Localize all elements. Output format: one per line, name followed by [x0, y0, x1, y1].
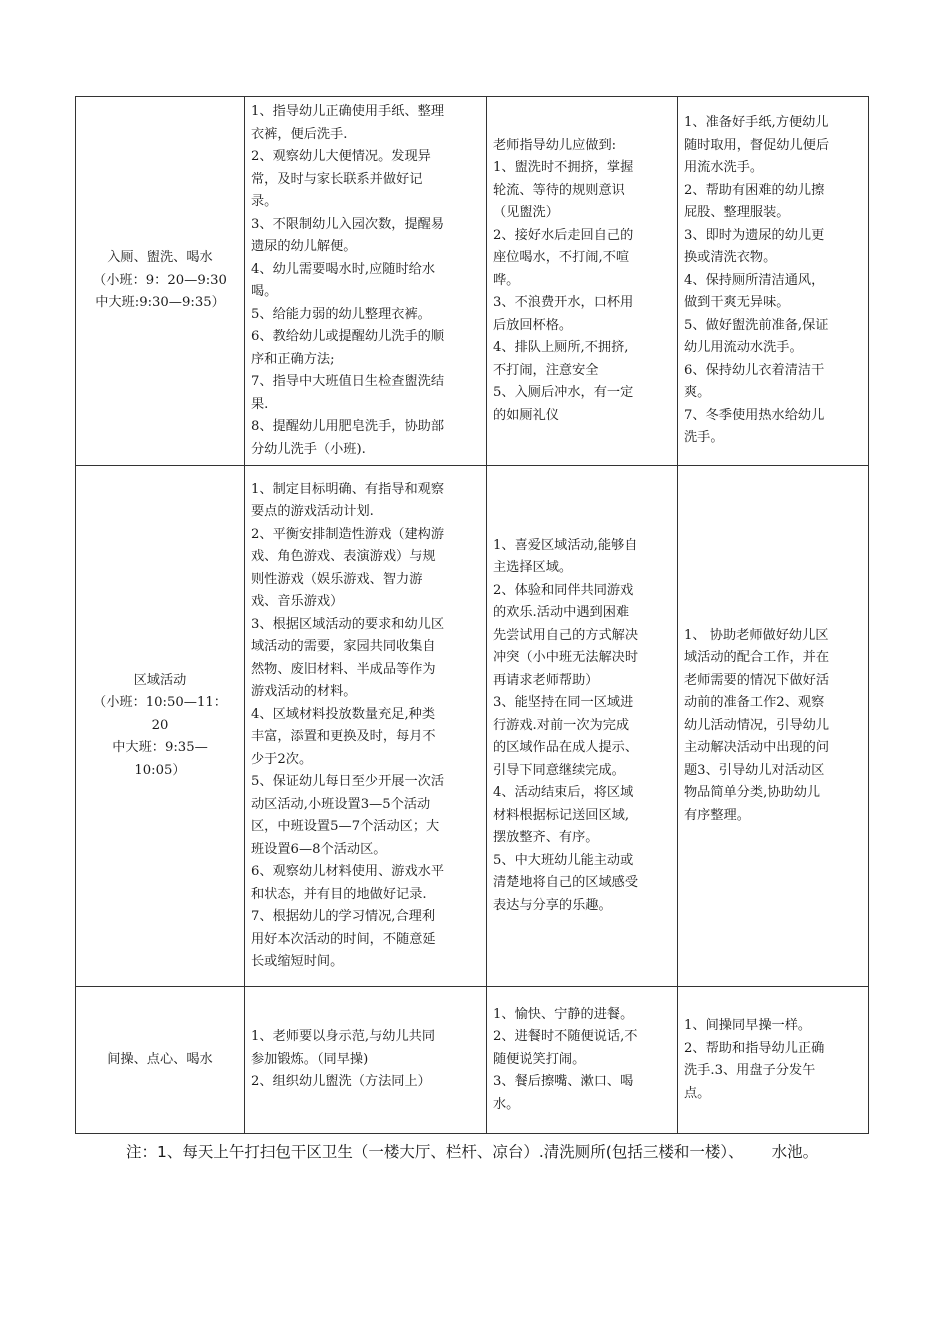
activity-cell	[76, 97, 245, 466]
cell-line: 参加锻炼。（同早操)	[251, 1051, 369, 1067]
cell-line: 常，及时与家长联系并做好记	[251, 171, 423, 187]
cell-line: 2、进餐时不随便说话,不	[493, 1029, 638, 1045]
cell-line: 6、教给幼儿或提醒幼儿洗手的顺	[251, 329, 445, 344]
cell-line: 分幼儿洗手（小班).	[251, 441, 366, 457]
cell-line: 4、保持厕所清洁通风，	[684, 272, 825, 288]
child-requirements-cell	[487, 466, 678, 987]
cell-line: 2、帮助有困难的幼儿擦	[684, 182, 825, 198]
table-row	[76, 987, 869, 1134]
cell-line: 录。	[251, 194, 278, 209]
cell-line: 老师指导幼儿应做到:	[493, 137, 617, 153]
cell-line: 1、间操同早操一样。	[684, 1018, 812, 1033]
cell-line: 2、帮助和指导幼儿正确	[684, 1040, 825, 1056]
cell-line: 主选择区域。	[493, 560, 573, 576]
cell-line: 物品简单分类,协助幼儿	[684, 785, 821, 801]
cell-line: 水。	[493, 1096, 520, 1112]
cell-line: 6、观察幼儿材料使用、游戏水平	[251, 864, 445, 879]
teacher-duties-cell	[245, 466, 487, 987]
cell-line: 和状态，并有目的地做好记录.	[251, 886, 427, 902]
cell-line: （小班：10:50—11：	[93, 695, 227, 711]
cell-line: 有序整理。	[684, 807, 750, 823]
cell-line: 用好本次活动的时间，不随意延	[251, 931, 436, 947]
cell-line: 材料根据标记送回区域,	[493, 807, 630, 823]
cell-line: 戏、角色游戏、表演游戏）与规	[251, 549, 436, 564]
cell-line: 1、愉快、宁静的进餐。	[493, 1006, 634, 1022]
cell-line: 轮流、等待的规则意识	[493, 182, 625, 198]
activity-cell	[76, 466, 245, 987]
cell-line: 1、指导幼儿正确使用手纸、整理	[251, 104, 445, 119]
cell-line: 中大班:9:30—9:35）	[95, 295, 225, 311]
cell-line: 1、老师要以身示范,与幼儿共同	[251, 1029, 436, 1045]
cell-line: 入厕、盥洗、喝水	[107, 250, 213, 266]
cell-line: 班设置6—8个活动区。	[251, 841, 387, 857]
cell-line: 洗手。	[684, 430, 724, 446]
cell-line: 3、餐后擦嘴、漱口、喝	[493, 1074, 634, 1090]
footnote	[126, 1140, 818, 1162]
cell-line: 7、指导中大班值日生检查盥洗结	[251, 374, 445, 389]
child-requirements-cell	[487, 987, 678, 1134]
cell-line: 1、制定目标明确、有指导和观察	[251, 481, 445, 497]
cell-line: 摆放整齐、有序。	[493, 830, 599, 846]
cell-line: 8、提醒幼儿用肥皂洗手，协助部	[251, 419, 445, 434]
cell-line: 遗尿的幼儿解便。	[251, 239, 357, 254]
cell-line: （小班：9：20—9:30	[93, 272, 227, 288]
cell-line: 间操、点心、喝水	[107, 1051, 213, 1067]
activity-cell	[76, 987, 245, 1134]
cell-line: 2、平衡安排制造性游戏（建构游	[251, 526, 445, 542]
cell-line: 清楚地将自己的区域感受	[493, 875, 639, 891]
cell-line: 的欢乐.活动中遇到困难	[493, 605, 630, 621]
cell-line: 2、体验和同伴共同游戏	[493, 582, 634, 598]
cell-line: 7、根据幼儿的学习情况,合理利	[251, 909, 436, 924]
cell-line: 7、冬季使用热水给幼儿	[684, 407, 825, 423]
table-row	[76, 97, 869, 466]
cell-line: 1、盥洗时不拥挤，掌握	[493, 160, 634, 176]
cell-line: 题3、引导幼儿对活动区	[684, 762, 825, 778]
cell-line: 2、观察幼儿大便情况。发现异	[251, 149, 431, 164]
cell-line: 4、排队上厕所,不拥挤,	[493, 340, 629, 356]
cell-line: 域活动的需要，家园共同收集自	[251, 639, 436, 654]
cell-line: 戏、音乐游戏）	[251, 594, 344, 609]
cell-line: 衣裤，便后洗手.	[251, 126, 348, 142]
cell-line: 5、保证幼儿每日至少开展一次活	[251, 774, 445, 789]
cell-line: 4、区域材料投放数量充足,种类	[251, 706, 436, 722]
cell-line: 洗手.3、用盘子分发午	[684, 1063, 816, 1078]
cell-line: 20	[151, 717, 169, 733]
cell-line: 然物、废旧材料、半成品等作为	[251, 661, 436, 677]
cell-line: （见盥洗）	[493, 205, 559, 221]
table-row	[76, 466, 869, 987]
cell-line: 中大班：9:35—	[112, 740, 208, 756]
cell-line: 3、不限制幼儿入园次数，提醒易	[251, 216, 445, 232]
cell-line: 座位喝水，不打闹,不喧	[493, 250, 630, 266]
cell-line: 5、入厕后冲水，有一定	[493, 385, 634, 401]
cell-line: 5、做好盥洗前准备,保证	[684, 317, 829, 333]
cell-line: 换或清洗衣物。	[684, 250, 777, 266]
caregiver-duties-cell	[678, 987, 869, 1134]
cell-line: 4、活动结束后，将区域	[493, 785, 634, 801]
cell-line: 区域活动	[133, 672, 187, 688]
cell-line: 随时取用，督促幼儿便后	[684, 137, 830, 153]
cell-line: 1、喜爱区域活动,能够自	[493, 537, 638, 553]
cell-line: 爽。	[684, 385, 711, 401]
teacher-duties-cell	[245, 987, 487, 1134]
cell-line: 用流水洗手。	[684, 160, 764, 176]
cell-line: 冲突（小中班无法解决时	[493, 650, 639, 666]
cell-line: 要点的游戏活动计划.	[251, 504, 374, 519]
cell-line: 的如厕礼仪	[493, 407, 559, 423]
cell-line: 动区活动,小班设置3—5个活动	[251, 796, 431, 812]
cell-line: 3、根据区域活动的要求和幼儿区	[251, 616, 445, 632]
cell-line: 喝。	[251, 284, 278, 299]
cell-line: 动前的准备工作2、观察	[684, 695, 825, 711]
cell-line: 则性游戏（娱乐游戏、智力游	[251, 571, 423, 587]
cell-line: 不打闹，注意安全	[493, 362, 599, 378]
cell-line: 引导下同意继续完成。	[493, 762, 625, 778]
cell-line: 后放回杯格。	[493, 317, 573, 333]
cell-line: 10:05）	[134, 762, 186, 778]
cell-line: 再请求老师帮助）	[493, 672, 599, 688]
caregiver-duties-cell	[678, 466, 869, 987]
cell-line: 幼儿用流动水洗手。	[684, 340, 803, 356]
cell-line: 老师需要的情况下做好活	[684, 672, 830, 688]
cell-line: 3、即时为遗尿的幼儿更	[684, 227, 825, 243]
child-requirements-cell	[487, 97, 678, 466]
cell-line: 域活动的配合工作，并在	[684, 650, 830, 666]
cell-line: 5、中大班幼儿能主动或	[493, 852, 634, 868]
cell-line: 2、接好水后走回自己的	[493, 227, 634, 243]
cell-line: 3、能坚持在同一区域进	[493, 695, 634, 711]
cell-line: 丰富，添置和更换及时，每月不	[251, 729, 436, 744]
cell-line: 哗。	[493, 272, 520, 288]
cell-line: 1、准备好手纸,方便幼儿	[684, 115, 829, 131]
cell-line: 3、不浪费开水，口杯用	[493, 295, 634, 311]
cell-line: 幼儿活动情况，引导幼儿	[684, 717, 830, 733]
cell-line: 区，中班设置5—7个活动区；大	[251, 819, 440, 834]
cell-line: 果.	[251, 396, 269, 412]
cell-line: 4、幼儿需要喝水时,应随时给水	[251, 261, 436, 277]
teacher-duties-cell	[245, 97, 487, 466]
cell-line: 5、给能力弱的幼儿整理衣裤。	[251, 306, 431, 322]
cell-line: 1、 协助老师做好幼儿区	[684, 627, 829, 643]
cell-line: 表达与分享的乐趣。	[493, 897, 612, 913]
cell-line: 行游戏.对前一次为完成	[493, 717, 630, 733]
cell-line: 屁股、整理服装。	[684, 205, 790, 221]
cell-line: 做到干爽无异味。	[684, 295, 790, 311]
footnote-tail: 水池。	[771, 1143, 819, 1161]
cell-line: 点。	[684, 1085, 711, 1101]
cell-line: 游戏活动的材料。	[251, 684, 357, 699]
cell-line: 2、组织幼儿盥洗（方法同上）	[251, 1074, 431, 1090]
cell-line: 少于2次。	[251, 751, 313, 767]
schedule-table	[75, 96, 869, 1134]
cell-line: 先尝试用自己的方式解决	[493, 627, 639, 643]
cell-line: 随便说笑打闹。	[493, 1051, 586, 1067]
cell-line: 序和正确方法;	[251, 351, 335, 367]
footnote-text: 注：1、每天上午打扫包干区卫生（一楼大厅、栏杆、凉台）.清洗厕所(包括三楼和一楼）、	[126, 1143, 744, 1161]
cell-line: 6、保持幼儿衣着清洁干	[684, 362, 825, 378]
cell-line: 的区域作品在成人提示、	[493, 740, 639, 756]
cell-line: 长或缩短时间。	[251, 954, 344, 969]
caregiver-duties-cell	[678, 97, 869, 466]
cell-line: 主动解决活动中出现的问	[684, 740, 830, 756]
